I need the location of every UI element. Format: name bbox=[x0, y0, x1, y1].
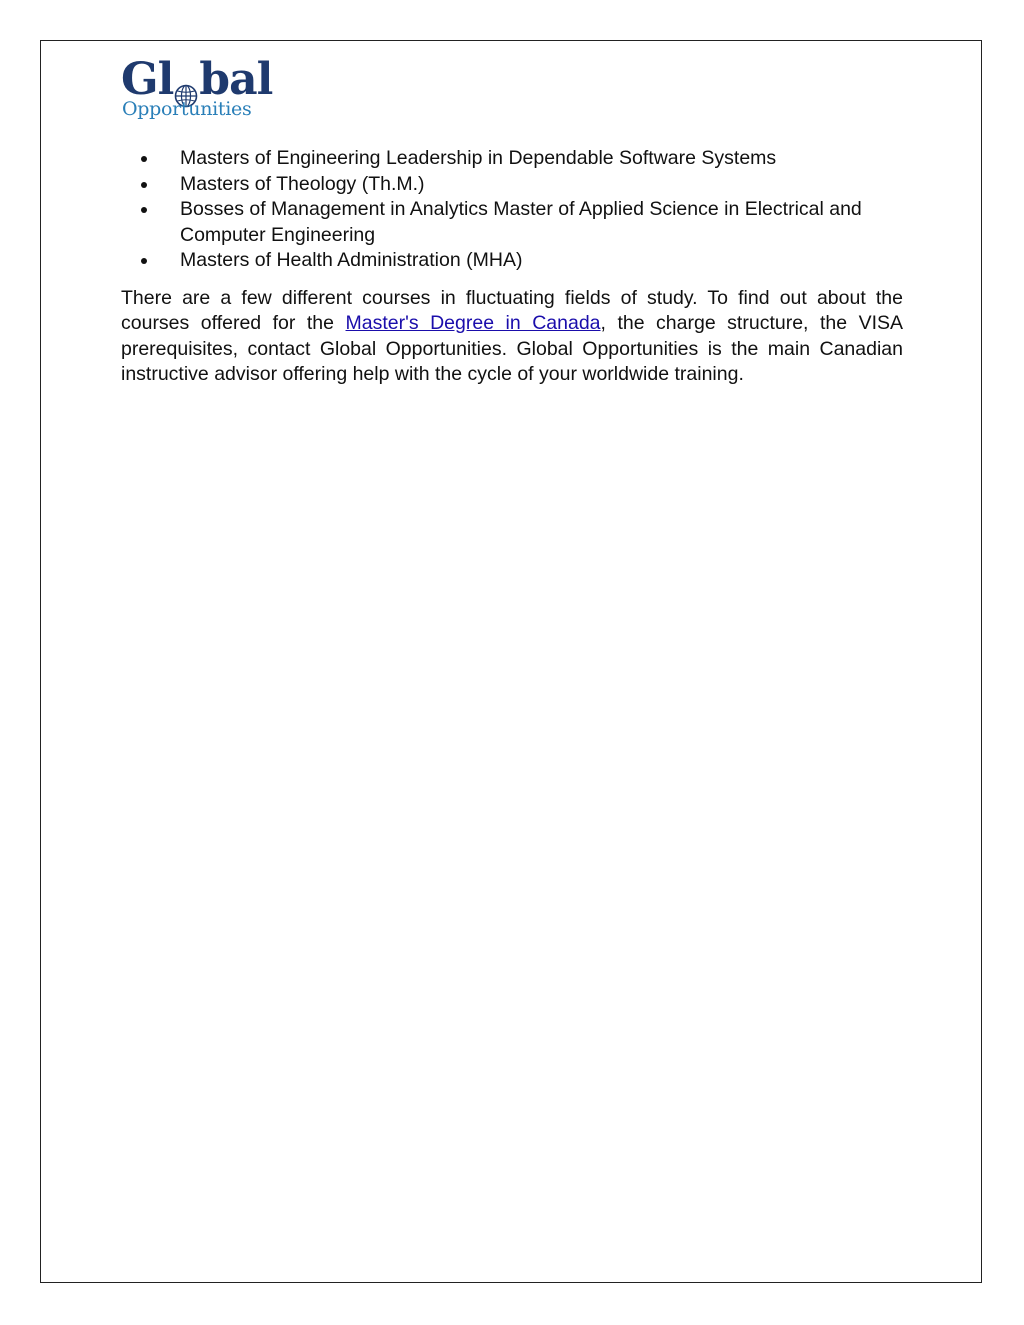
bullet-icon bbox=[141, 156, 147, 162]
paragraph-text-before-link: There are a few different courses in fluctuating fields of study. To find out about the courses offered for the bbox=[121, 286, 903, 334]
globe-icon bbox=[174, 74, 198, 98]
logo-text-left: Gl bbox=[121, 54, 174, 105]
document-body bbox=[121, 146, 903, 388]
list-item bbox=[121, 146, 903, 172]
list-item bbox=[121, 248, 903, 274]
list-item-text: Masters of Theology (Th.M.) bbox=[180, 172, 425, 195]
bullet-icon bbox=[141, 182, 147, 188]
bullet-icon bbox=[141, 258, 147, 264]
list-item bbox=[121, 172, 903, 198]
body-paragraph bbox=[121, 286, 903, 388]
list-item bbox=[121, 197, 903, 248]
logo-wordmark bbox=[121, 54, 273, 105]
list-item-text: Bosses of Management in Analytics Master of Applied Science in Electrical and Computer Engineering bbox=[180, 198, 862, 246]
logo-subtitle: Opportunities bbox=[122, 98, 252, 120]
course-list bbox=[121, 146, 903, 274]
masters-degree-canada-link[interactable]: Master's Degree in Canada bbox=[345, 312, 601, 334]
global-opportunities-logo bbox=[121, 54, 273, 122]
list-item-text: Masters of Engineering Leadership in Dependable Software Systems bbox=[180, 147, 777, 169]
bullet-icon bbox=[141, 207, 147, 213]
paragraph-text-after-link: , the charge structure, the VISA prerequisites, contact Global Opportunities. Global Opportunities is the main Canadian instructive advisor offering help with the cycle of your worldwide training. bbox=[121, 312, 904, 385]
logo-text-right: bal bbox=[199, 54, 273, 105]
list-item-text: Masters of Health Administration (MHA) bbox=[180, 249, 523, 271]
